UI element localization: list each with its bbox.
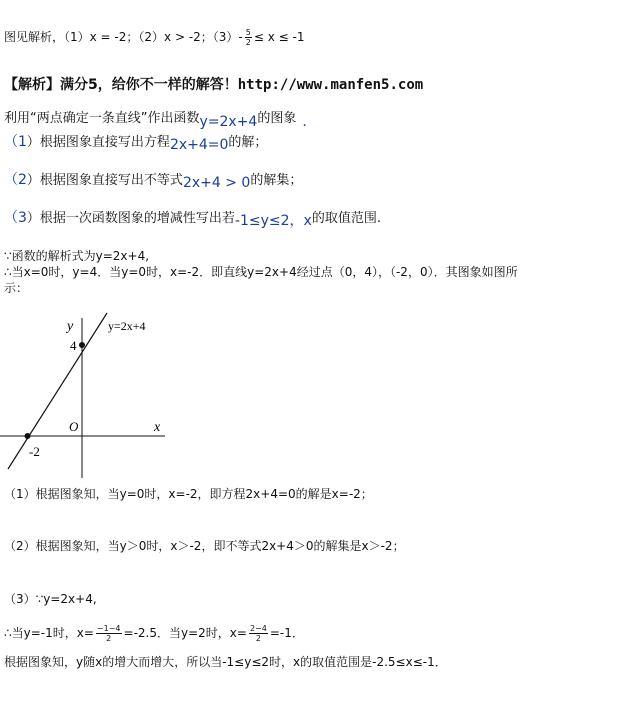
y-intercept-point <box>79 342 85 348</box>
q3-condition: -1≤y≤2，x <box>234 213 312 229</box>
fraction-denominator: 2 <box>245 38 251 47</box>
solution-part-2: （2）根据图象知，当y＞0时，x＞-2，即不等式2x+4＞0的解集是x＞-2； <box>4 539 405 553</box>
intro-text-a: 利用“两点确定一条直线”作出函数 <box>4 111 200 126</box>
p4-f2-denominator: 2 <box>255 634 261 643</box>
intro-dot: . <box>302 114 307 130</box>
y-intercept-label: 4 <box>70 338 77 353</box>
question-2 <box>4 169 302 189</box>
q2-text-a: ）根据图象直接写出不等式 <box>26 173 183 188</box>
q2-number: （2 <box>4 172 27 188</box>
p4-f1-numerator: −1−4 <box>96 624 121 633</box>
line-label: y=2x+4 <box>108 319 146 333</box>
p4-fraction-1 <box>96 624 122 643</box>
q2-inequality: 2x+4 > 0 <box>182 175 251 191</box>
fraction-numerator: 5 <box>245 28 251 37</box>
q1-text-b: 的解； <box>228 135 268 150</box>
q1-equation: 2x+4=0 <box>169 137 229 153</box>
solution-line-2: ∴当x=0时，y=4．当y=0时，x=-2．即直线y=2x+4经过点（0，4），（-2，0）．其图象如图所 <box>4 265 518 279</box>
answer-part1: x = -2 <box>89 30 127 44</box>
intro-function: y=2x+4 <box>199 114 258 130</box>
solution-part-4 <box>4 624 304 643</box>
question-3 <box>4 207 381 227</box>
q3-text-a: ）根据一次函数图象的增减性写出若 <box>26 211 235 226</box>
problem-intro <box>4 107 307 130</box>
answer-minus: - <box>238 30 243 44</box>
question-1 <box>4 131 267 151</box>
origin-label: O <box>69 419 79 434</box>
p4-text-a: ∴当y=-1时，x= <box>4 626 94 640</box>
p4-text-b: =-2.5．当y=2时，x= <box>123 626 247 640</box>
x-intercept-point <box>25 433 31 439</box>
answer-part2: x > -2 <box>164 30 201 44</box>
answer-part3: ≤ x ≤ -1 <box>253 30 305 44</box>
solution-line-1: ∵函数的解析式为y=2x+4, <box>4 249 150 263</box>
solution-part-3: （3）∵y=2x+4, <box>4 592 97 606</box>
function-graph <box>0 308 180 478</box>
solution-part-1: （1）根据图象知，当y=0时，x=-2，即方程2x+4=0的解是x=-2； <box>4 487 373 501</box>
intro-text-b: 的图象 <box>257 111 297 126</box>
p4-f1-denominator: 2 <box>106 634 112 643</box>
answer-sep1: ；（2） <box>126 30 165 44</box>
solution-line-3: 示： <box>4 281 29 295</box>
answer-fraction <box>245 28 252 47</box>
q3-text-b: 的取值范围. <box>311 211 381 226</box>
answer-sep2: ；（3） <box>200 30 239 44</box>
p4-text-c: =-1． <box>269 626 304 640</box>
x-axis-label: x <box>154 420 161 435</box>
x-intercept-label: -2 <box>29 444 40 459</box>
function-line <box>8 313 107 469</box>
analysis-bracket: 【解析】满分5，给你不一样的解答！ <box>4 77 238 93</box>
solution-part-5: 根据图象知，y随x的增大而增大，所以当-1≤y≤2时，x的取值范围是-2.5≤x≤-1． <box>4 655 447 669</box>
q3-number: （3 <box>4 210 27 226</box>
answer-line <box>4 28 304 47</box>
analysis-url: http://www.manfen5.com <box>237 77 424 93</box>
q2-text-b: 的解集； <box>250 173 303 188</box>
q1-number: （1 <box>4 134 27 150</box>
q1-text-a: ）根据图象直接写出方程 <box>26 135 170 150</box>
p4-f2-numerator: 2−4 <box>249 624 267 633</box>
answer-prefix: 图见解析，（1） <box>4 30 90 44</box>
p4-fraction-2 <box>249 624 268 643</box>
analysis-header <box>4 74 423 94</box>
y-axis-label: y <box>67 319 74 334</box>
